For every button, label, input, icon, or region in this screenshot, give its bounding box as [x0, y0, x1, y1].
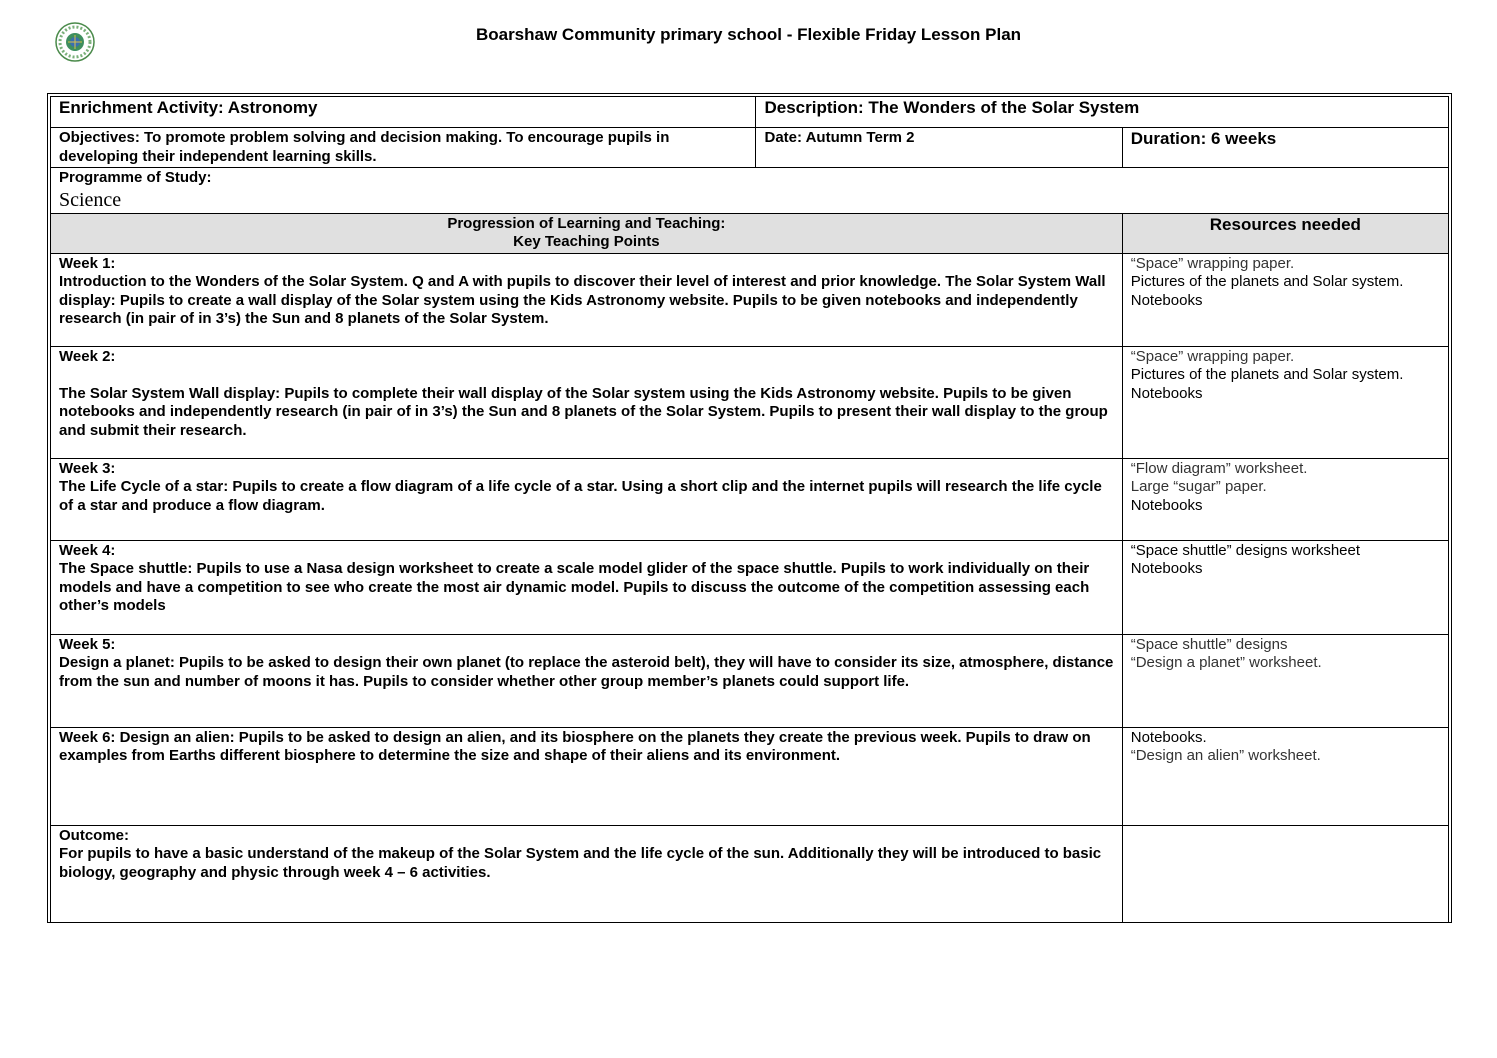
resource-item: Notebooks: [1130, 291, 1203, 309]
resource-item: “Space” wrapping paper.: [1130, 254, 1295, 272]
week-row: [51, 253, 1449, 346]
resource-item: “Space shuttle” designs worksheet: [1130, 541, 1361, 559]
resources-header: Resources needed: [1122, 213, 1448, 253]
week-body: Introduction to the Wonders of the Solar System. Q and A with pupils to discover their level of interest and prior knowledge. The Solar System Wall display: Pupils to create a wall display of the Solar system using the Kids Astronomy website. Pupils to be given notebooks and independently research (in pair of in 3’s) the Sun and 8 planets of the Solar System.: [59, 273, 1106, 327]
description: Description: The Wonders of the Solar System: [756, 97, 1449, 128]
week-row: [51, 458, 1449, 540]
week-2-resources: [1122, 346, 1448, 458]
resource-item: Notebooks: [1130, 384, 1203, 402]
outcome-row: [51, 825, 1449, 922]
progression-header-line2: Key Teaching Points: [513, 233, 660, 250]
progression-header-line1: Progression of Learning and Teaching:: [447, 214, 726, 232]
week-body: Pupils to be asked to design an alien, and its biosphere on the planets they create the previous week. Pupils to draw on examples from Earths different biosphere to determine the size and shape of their aliens and its environment.: [59, 728, 1091, 764]
week-row: [51, 634, 1449, 727]
week-4-cell: [51, 540, 1123, 634]
week-row: [51, 346, 1449, 458]
week-5-resources: [1122, 634, 1448, 727]
resource-item: Pictures of the planets and Solar system.: [1130, 366, 1404, 383]
resource-item: “Space” wrapping paper.: [1130, 347, 1295, 365]
resource-item: “Design an alien” worksheet.: [1130, 747, 1321, 764]
week-5-cell: [51, 634, 1123, 727]
resource-item: Notebooks: [1130, 496, 1203, 514]
programme-value: Science: [59, 188, 122, 211]
week-4-resources: [1122, 540, 1448, 634]
week-body: The Space shuttle: Pupils to use a Nasa design worksheet to create a scale model glider of the space shuttle. Pupils to work individually on their models and have a competition to see who create the most air dynamic model. Pupils to discuss the outcome of the competition assessing each other’s models: [59, 560, 1090, 614]
resource-item: Notebooks.: [1130, 728, 1207, 746]
week-3-cell: [51, 458, 1123, 540]
outcome-resources: [1122, 825, 1448, 922]
resource-item: “Space shuttle” designs: [1130, 635, 1288, 653]
week-body: Design a planet: Pupils to be asked to design their own planet (to replace the asteroid belt), they will have to consider its size, atmosphere, distance from the sun and number of moons it has. Pupils to consider whether other group member’s planets could support life.: [59, 654, 1114, 690]
resource-item: “Design a planet” worksheet.: [1130, 654, 1322, 671]
week-6-resources: [1122, 727, 1448, 825]
lesson-plan-table: [47, 93, 1452, 923]
week-label: Week 5:: [59, 635, 116, 653]
week-row: [51, 540, 1449, 634]
page-title: Boarshaw Community primary school - Flexible Friday Lesson Plan: [475, 25, 1022, 44]
enrichment-activity: Enrichment Activity: Astronomy: [51, 97, 756, 128]
progression-header: [51, 213, 1123, 253]
resource-item: “Flow diagram” worksheet.: [1130, 459, 1308, 477]
outcome-label: Outcome:: [59, 826, 130, 844]
week-1-resources: [1122, 253, 1448, 346]
week-label: Week 1:: [59, 254, 116, 272]
duration: Duration: 6 weeks: [1122, 128, 1448, 168]
resource-item: Pictures of the planets and Solar system.: [1130, 273, 1404, 290]
week-label: Week 6: Design an alien:: [59, 728, 235, 746]
programme-label: Programme of Study:: [59, 169, 212, 186]
week-2-cell: [51, 346, 1123, 458]
week-label: Week 2:: [59, 347, 116, 365]
week-6-cell: [51, 727, 1123, 825]
programme-of-study: [51, 168, 1449, 214]
week-3-resources: [1122, 458, 1448, 540]
week-label: Week 4:: [59, 541, 116, 559]
outcome-body: For pupils to have a basic understand of the makeup of the Solar System and the life cycle of the sun. Additionally they will be introduced to basic biology, geography and physic through week 4 – 6 activities.: [59, 845, 1102, 881]
week-body: The Life Cycle of a star: Pupils to create a flow diagram of a life cycle of a star. Using a short clip and the internet pupils will research the life cycle of a star and produce a flow diagram.: [59, 478, 1102, 514]
resource-item: Notebooks: [1130, 560, 1203, 577]
outcome-cell: [51, 825, 1123, 922]
week-row: [51, 727, 1449, 825]
week-body: The Solar System Wall display: Pupils to complete their wall display of the Solar system using the Kids Astronomy website. Pupils to be given notebooks and independently research (in pair of in 3’s) the Sun and 8 planets of the Solar System. Pupils to present their wall display to the group and submit their research.: [59, 384, 1108, 439]
objectives: Objectives: To promote problem solving and decision making. To encourage pupils in developing their independent learning skills.: [51, 128, 756, 168]
resource-item: Large “sugar” paper.: [1130, 478, 1267, 495]
week-label: Week 3:: [59, 459, 116, 477]
date: Date: Autumn Term 2: [756, 128, 1122, 168]
week-1-cell: [51, 253, 1123, 346]
